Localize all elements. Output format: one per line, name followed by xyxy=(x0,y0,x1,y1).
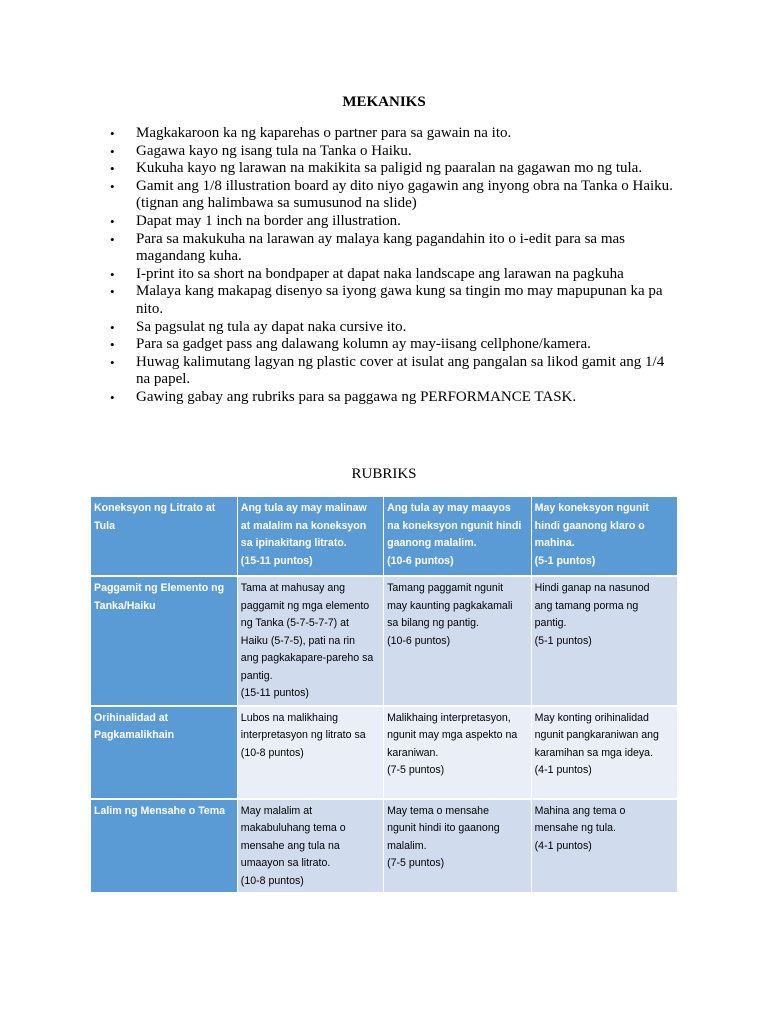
rubric-title: RUBRIKS xyxy=(351,466,417,482)
cell-line: (4-1 puntos) xyxy=(534,764,592,776)
cell-line: (15-11 puntos) xyxy=(240,687,309,699)
cell-line: Lalim ng Mensahe o Tema xyxy=(94,804,226,817)
cell-line: makabuluhang tema o xyxy=(240,822,346,834)
cell-line: paggamit ng mga elemento xyxy=(240,599,370,612)
rubric-row-mensahe xyxy=(91,799,678,894)
mechanics-item xyxy=(110,265,716,284)
cell-line: hindi gaanong klaro o xyxy=(534,519,645,532)
bullet-icon: • xyxy=(110,126,115,141)
cell-line: Malikhaing interpretasyon, xyxy=(387,711,511,724)
cell-line: Haiku (5-7-5), pati na rin xyxy=(240,634,356,647)
rubric-criterion xyxy=(91,706,237,799)
cell-line: pantig. xyxy=(534,617,567,629)
cell-line: Ang tula ay may maayos xyxy=(387,502,511,514)
rubric-criterion xyxy=(91,799,237,894)
cell-line: (7-5 puntos) xyxy=(387,764,445,776)
mechanics-item xyxy=(110,160,716,178)
mechanics-item xyxy=(110,142,716,161)
mechanics-item-text: Gagawa kayo ng isang tula na Tanka o Haiku. xyxy=(136,142,412,159)
rubric-row-elemento xyxy=(91,576,678,706)
bullet-icon: • xyxy=(110,389,115,405)
cell-line: (7-5 puntos) xyxy=(387,857,445,869)
cell-line: ang pagkakapare-pareho sa xyxy=(240,652,374,664)
rubric-level-header xyxy=(237,497,383,576)
mechanics-item-text: Magkakaroon ka ng kaparehas o partner para sa gawain na ito. xyxy=(136,125,512,141)
mechanics-item-text: Malaya kang makapag disenyo sa iyong gawa kung sa tingin mo may mapupunan ka pa xyxy=(136,283,663,300)
rubric-criterion xyxy=(91,576,237,706)
bullet-icon: • xyxy=(110,337,115,353)
cell-line: karaniwan. xyxy=(387,746,439,759)
cell-line: Lubos na malikhaing xyxy=(240,711,338,724)
cell-line: (10-8 puntos) xyxy=(240,746,304,759)
mechanics-list xyxy=(108,125,716,407)
mechanics-item-text: Sa pagsulat ng tula ay dapat naka cursive ito. xyxy=(136,318,407,335)
rubric-cell xyxy=(531,706,677,799)
cell-line: Paggamit ng Elemento ng xyxy=(94,582,225,594)
cell-line: mahina. xyxy=(534,537,575,549)
cell-line: Tama at mahusay ang xyxy=(240,582,346,594)
cell-line: Pagkamalikhain xyxy=(94,729,175,741)
cell-line: mensahe ng tula. xyxy=(534,822,616,834)
cell-line: ngunit may mga aspekto na xyxy=(387,729,518,741)
cell-line: May malalim at xyxy=(240,804,313,817)
cell-line: May koneksyon ngunit xyxy=(534,502,649,514)
rubric-header-row xyxy=(91,497,678,576)
cell-line: (10-8 puntos) xyxy=(240,874,304,887)
cell-line: ngunit pangkaraniwan ang xyxy=(534,729,659,741)
bullet-icon: • xyxy=(110,178,115,194)
cell-line: Ang tula ay may malinaw xyxy=(240,502,367,514)
mechanics-item-text: (tignan ang halimbawa sa sumusunod na slide) xyxy=(136,195,417,212)
cell-line: ngunit hindi ito gaanong xyxy=(387,822,500,834)
cell-line: interpretasyon ng litrato sa xyxy=(240,729,366,741)
rubric-table xyxy=(91,497,678,894)
cell-line: (10-6 puntos) xyxy=(387,634,451,647)
cell-line: (15-11 puntos) xyxy=(240,554,313,567)
mechanics-item-text: Gawing gabay ang rubriks para sa paggawa ng PERFORMANCE TASK. xyxy=(136,388,577,405)
mechanics-item xyxy=(110,388,716,407)
mechanics-item xyxy=(110,318,716,337)
rubric-cell xyxy=(237,706,383,799)
cell-line: pantig. xyxy=(240,669,273,682)
cell-line: Orihinalidad at xyxy=(94,711,169,724)
cell-line: May konting orihinalidad xyxy=(534,711,649,724)
mechanics-item-text: I-print ito sa short na bondpaper at dapat naka landscape ang larawan na pagkuha xyxy=(136,265,624,282)
cell-line: (5-1 puntos) xyxy=(534,634,592,647)
mechanics-item xyxy=(110,353,716,389)
mechanics-item-text: Kukuha kayo ng larawan na makikita sa paligid ng paaralan na gagawan mo ng tula. xyxy=(136,160,643,177)
mechanics-item-text: nito. xyxy=(136,300,164,317)
rubric-cell xyxy=(384,799,532,894)
mechanics-item xyxy=(110,283,716,318)
cell-line: ng Tanka (5-7-5-7-7) at xyxy=(240,617,349,629)
mechanics-item xyxy=(110,177,716,213)
bullet-icon: • xyxy=(110,213,115,229)
cell-line: (5-1 puntos) xyxy=(534,554,596,567)
cell-line: Tanka/Haiku xyxy=(94,599,156,612)
rubric-level-header xyxy=(531,497,677,576)
cell-line: may kaunting pagkakamali xyxy=(387,599,513,612)
cell-line: at malalim na koneksyon xyxy=(240,519,367,532)
cell-line: malalim. xyxy=(387,839,427,852)
rubric-row-orihinalidad xyxy=(91,706,678,799)
mechanics-item-text: na papel. xyxy=(136,371,191,388)
cell-line: gaanong malalim. xyxy=(387,537,477,549)
cell-line: Mahina ang tema o xyxy=(534,804,626,817)
cell-line: ang tamang porma ng xyxy=(534,599,639,612)
mechanics-item-text: Para sa gadget pass ang dalawang kolumn ay may-iisang cellphone/kamera. xyxy=(136,336,591,353)
bullet-icon: • xyxy=(110,143,115,159)
bullet-icon: • xyxy=(110,284,115,300)
cell-line: sa ipinakitang litrato. xyxy=(240,537,347,549)
mechanics-item-text: Huwag kalimutang lagyan ng plastic cover at isulat ang pangalan sa likod gamit ang 1/4 xyxy=(136,353,665,370)
mechanics-item-text: Gamit ang 1/8 illustration board ay dito niyo gagawin ang inyong obra na Tanka o Haiku. xyxy=(136,177,673,194)
cell-line: Koneksyon ng Litrato at xyxy=(94,502,216,514)
mechanics-item-text: Dapat may 1 inch na border ang illustration. xyxy=(136,212,401,229)
rubric-cell xyxy=(237,576,383,706)
bullet-icon: • xyxy=(110,231,115,247)
cell-line: Hindi ganap na nasunod xyxy=(534,582,650,594)
cell-line: (10-6 puntos) xyxy=(387,554,454,567)
rubric-cell xyxy=(384,576,532,706)
cell-line: mensahe ang tula na xyxy=(240,839,340,852)
cell-line: (4-1 puntos) xyxy=(534,839,592,852)
bullet-icon: • xyxy=(110,161,115,177)
bullet-icon: • xyxy=(110,266,115,282)
rubric-cell xyxy=(531,799,677,894)
cell-line: Tamang paggamit ngunit xyxy=(387,582,504,594)
cell-line: May tema o mensahe xyxy=(387,804,489,817)
mechanics-item xyxy=(110,125,716,143)
bullet-icon: • xyxy=(110,319,115,335)
mechanics-item xyxy=(110,212,716,231)
bullet-icon: • xyxy=(110,354,115,370)
mechanics-item-text: magandang kuha. xyxy=(136,248,242,265)
mechanics-item-text: Para sa makukuha na larawan ay malaya kang pagandahin ito o i-edit para sa mas xyxy=(136,230,625,247)
mechanics-item xyxy=(110,336,716,354)
rubric-level-header xyxy=(384,497,532,576)
rubric-cell xyxy=(237,799,383,894)
cell-line: Tula xyxy=(94,519,115,532)
rubric-criterion-header xyxy=(91,497,237,576)
rubric-cell xyxy=(384,706,532,799)
cell-line: sa bilang ng pantig. xyxy=(387,617,479,629)
mechanics-item xyxy=(110,230,716,266)
cell-line: karamihan sa mga ideya. xyxy=(534,746,654,759)
cell-line: na koneksyon ngunit hindi xyxy=(387,519,522,532)
mechanics-title: MEKANIKS xyxy=(342,94,426,110)
rubric-cell xyxy=(531,576,677,706)
cell-line: umaayon sa litrato. xyxy=(240,857,331,869)
